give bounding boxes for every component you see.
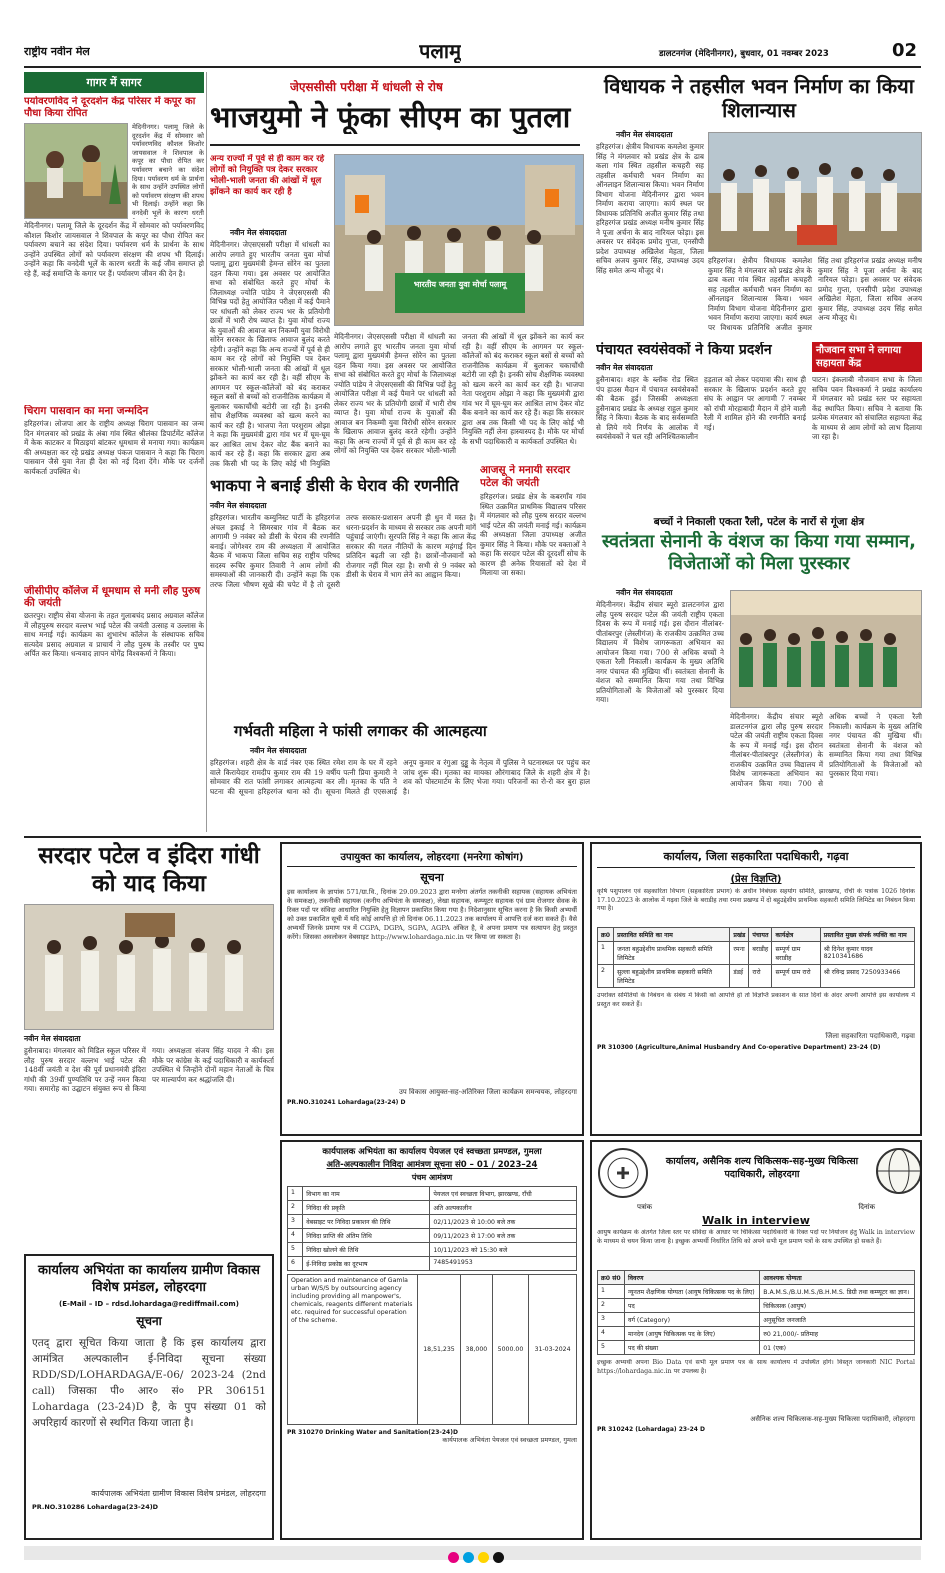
ad-title: Walk in interview: [702, 1214, 810, 1227]
table-cell: मानदेय (आयुष चिकित्सक पद के लिए): [625, 1327, 760, 1341]
story-text-continued: मेदिनीनगर। जेएसएससी परीक्षा में धांधली का आरोप लगाते हुए भारतीय जनता युवा मोर्चा पलामू द्वारा मुख्यमंत्री हेमन्त सोरेन का पुतला दहन किया गया। इस अवसर पर आयोजित सभा को संबोधित करते हुए मोर्चा के जिलाध्यक्ष ज्योति पांडेय ने जेएसएससी की विभिन्न पदों हेतु आयोजित परीक्षा में कई पैमाने पर धांधली को लेकर राज्य भर के प्रतियोगी छात्रों में भारी रोष व्याप्त है। युवा मोर्चा राज्य के युवाओं की आवाज बन निकम्मी युवा विरोधी सोरेन सरकार के खिलाफ आवाज बुलंद करते रहेगी। उन्होंने कहा कि अन्य राज्यों में पूर्व से ही काम कर रहे लोगों को नियुक्ति पत्र देकर सरकार भोली-भाली जनता की आंखों में धूल झोंकने का कार्य कर रही है। वहीं सीएम के आगमन पर स्कूल-कॉलेजों को बंद कराकर स्कूल बसों से बच्चों को राजनीतिक कार्यक्रम में बुलाकर चकाचौंधी बटोरी जा रही है। इनकी सोच शैक्षणिक व्यवस्था को खत्म करने का कार्य कर रही है। भाजपा नेता परशुराम ओझा ने कहा कि मुख्यमंत्री द्वारा गांव भर में घूम-घूम कर आश्रित लाभ देकर वोट बैंक बनाने का कार्य कर रहे हैं। कहा कि सरकार द्वारा अब तक किसी भी पद के लिए कोई भी नियुक्ति नहीं लेना हास्यास्पद है। मौके पर मोर्चा के सभी पदाधिकारी व कार्यकर्ता उपस्थित थे।: [334, 332, 584, 455]
section-name: पलामू: [419, 40, 462, 63]
table-cell: विभाग का नाम: [303, 1187, 430, 1201]
ad-pr-number: PR.NO.310286 Lohardaga(23-24)D: [32, 1503, 159, 1511]
ad-subtitle: पंचम आमंत्रण: [411, 1173, 453, 1182]
table-cell: निविदा प्राप्ति की अंतिम तिथि: [303, 1229, 430, 1243]
table-cell: 1: [598, 1285, 625, 1299]
table-row: [288, 1257, 577, 1271]
story-text-continued: हरिहरगंज। क्षेत्रीय विधायक कमलेश कुमार सिंह ने मंगलवार को प्रखंड क्षेत्र के ढाब कला गांव स्थित तहसील कचहरी सह तहसील कर्मचारी भवन निर्माण का ऑनलाइन शिलान्यास किया। भवन निर्माण विभाग योजना मेदिनीनगर द्वारा भवन निर्माण कराया जाएगा। कार्य स्थल पर विधायक प्रतिनिधि अजीत कुमार सिंह तथा हरिहरगंज प्रखंड अध्यक्ष मनीष कुमार सिंह ने पूजा अर्चना के बाद नारियल फोड़ा। इस अवसर पर संवेदक प्रमोद गुप्ता, एनसीपी प्रदेश उपाध्यक्ष अखिलेश मेहता, जिला सचिव अजय कुमार सिंह, उपाध्यक्ष उदय सिंह समेत अन्य मौजूद थे।: [708, 256, 922, 332]
story-text: हरिहरगंज। शहरी क्षेत्र के वार्ड नंबर एक स्थित रमेश राम के घर में रहने वाले किरायेदार रामदीप कुमार राम की 19 वर्षीय पत्नी प्रिया कुमारी ने सोमवार की रात फांसी लगाकर आत्महत्या कर ली। मृतका के पति ने घटना की सूचना हरिहरगंज थाना को दी। सूचना मिलते ही एएसआई अनूप कुमार व रंगुआ दुड्डू के नेतृत्व में पुलिस ने घटनास्थल पर पहुंच कर जांच शुरू की। मृतका का मायका औरंगाबाद जिले के शहरी क्षेत्र में है। शव को पोस्टमार्टम के लिए भेजा गया। परिजनों का रो-रो कर बुरा हाल है।: [210, 758, 590, 796]
ad-note: उपरोक्त समितियों के निबंधन के संबंध में किसी को आपत्ति हो तो विज्ञप्ति प्रकाशन के सात दिनों के अंदर अपनी आपत्ति इस कार्यालय में प्रस्तुत कर सकते हैं।: [597, 992, 915, 1008]
tender-amount: 18,51,235: [418, 1275, 461, 1425]
ad-office: कार्यालय, असैनिक शल्य चिकित्सक-सह-मुख्य चिकित्सा पदाधिकारी, लोहरदगा: [665, 1156, 859, 1180]
ad-pr-number: PR 310270 Drinking Water and Sanitation(23-24)D: [287, 1429, 458, 1436]
ad-office: कार्यपालक अभियंता का कार्यालय पेयजल एवं स्वच्छता प्रमण्डल, गुमला: [322, 1147, 542, 1157]
masthead: [24, 40, 924, 66]
walkin-table: [597, 1270, 915, 1355]
protest-photo: [334, 154, 584, 326]
table-cell: बराडीह: [749, 942, 772, 965]
color-dot: [478, 1552, 489, 1563]
tender-amount: 38,000: [460, 1275, 492, 1425]
story-headline: नौजवान सभा ने लगाया सहायता केंद्र: [812, 342, 922, 372]
print-color-dots: [448, 1548, 508, 1567]
story-text: मेदिनीनगर। जेएसएससी परीक्षा में धांधली का आरोप लगाते हुए भारतीय जनता युवा मोर्चा पलामू द्वारा मुख्यमंत्री हेमन्त सोरेन का पुतला दहन किया गया। इस अवसर पर आयोजित सभा को संबोधित करते हुए मोर्चा के जिलाध्यक्ष ज्योति पांडेय ने जेएसएससी की विभिन्न पदों हेतु आयोजित परीक्षा में कई पैमाने पर धांधली को लेकर राज्य भर के प्रतियोगी छात्रों में भारी रोष व्याप्त है। युवा मोर्चा राज्य के युवाओं की आवाज बन निकम्मी युवा विरोधी सोरेन सरकार के खिलाफ आवाज बुलंद करते रहेगी। उन्होंने कहा कि अन्य राज्यों में पूर्व से ही काम कर रहे लोगों को नियुक्ति पत्र देकर सरकार भोली-भाली जनता की आंखों में धूल झोंकने का कार्य कर रही है। वहीं सीएम के आगमन पर स्कूल-कॉलेजों को बंद कराकर स्कूल बसों से बच्चों को राजनीतिक कार्यक्रम में बुलाकर चकाचौंधी बटोरी जा रही है। इनकी सोच शैक्षणिक व्यवस्था को खत्म करने का कार्य कर रही है। भाजपा नेता परशुराम ओझा ने कहा कि मुख्यमंत्री द्वारा गांव भर में घूम-घूम कर आश्रित लाभ देकर वोट बैंक बनाने का कार्य कर रहे हैं। कहा कि सरकार द्वारा अब तक किसी भी पद के लिए कोई भी नियुक्ति: [210, 240, 330, 468]
table-row: [598, 1341, 915, 1355]
ad-signature: कार्यपालक अभियंता ग्रामीण विकास विशेष प्रमंडल, लोहरदगा: [91, 1489, 266, 1498]
seal-icon: [597, 1147, 649, 1199]
story-text: हरिहरगंज। लोजपा आर के राष्ट्रीय अध्यक्ष चिराग पासवान का जन्म दिन मंगलवार को प्रखंड के अंबा गांव स्थित श्रीलंका डिपार्टमेंट कॉलेज में केक काटकर व मिठाइयां बांटकर धूमधाम से मनाया गया। कार्यक्रम की अध्यक्षता कर रहे प्रखंड अध्यक्ष पंकज पासवान ने कहा कि चिराग पासवान जैसे युवा नेता ही देश को नई दिशा देंगे। मौके पर दर्जनों कार्यकर्ता उपस्थित थे।: [24, 419, 204, 476]
ad-reference: पत्रांक: [637, 1203, 653, 1211]
table-header: क्र0 सं0: [598, 1271, 625, 1285]
story-text-continued: मेदिनीनगर। केंद्रीय संचार ब्यूरो डालटनगंज द्वारा लौह पुरुष सरदार पटेल की जयंती राष्ट्रीय एकता दिवस के रूप में मनाई गई। इस दौरान नीलांबर-पीतांबरपुर (लेस्लीगंज) के राजकीय उत्क्रमित उच्च विद्यालय में विशेष जागरूकता अभियान का आयोजन किया गया। 700 से अधिक बच्चों ने एकता रैली निकाली। कार्यक्रम के मुख्य अतिथि नगर पंचायत की मुखिया थीं। स्वतंत्रता सेनानी के वंशज को सम्मानित किया गया तथा विभिन्न प्रतियोगिताओं के विजेताओं को पुरस्कार दिया गया।: [730, 712, 922, 788]
table-cell: निविदा खोलने की तिथि: [303, 1243, 430, 1257]
coop-table: [597, 927, 915, 988]
ad-date: दिनांक: [858, 1203, 875, 1211]
column-divider: [206, 72, 207, 832]
foundation-photo: [708, 132, 922, 252]
story-byline: नवीन मेल संवाददाता: [616, 588, 673, 597]
table-cell: 5: [288, 1243, 303, 1257]
story-kicker: बच्चों ने निकाली एकता रैली, पटेल के नारों से गूंजा क्षेत्र: [653, 516, 865, 528]
ad-pr-number: PR 310300 (Agriculture,Animal Husbandry And Co-operative Department) 23-24 (D): [597, 1044, 881, 1051]
story-text-side: मेदिनीनगर। पलामू जिले के दूरदर्शन केंद्र में सोमवार को पर्यावरणविद कौशल किशोर जायसवाल ने शिवपाल के कपूर का पौधा रोपित कर पर्यावरण बचाने का संदेश दिया। पर्यावरण धर्म के प्रार्थना के साथ उन्होंने उपस्थित लोगों को पर्यावरण संरक्षण की शपथ भी दिलाई। उन्होंने कहा कि वनदेवी भूलें के कारण धरती: [132, 123, 204, 217]
ad-office: कार्यालय, जिला सहकारिता पदाधिकारी, गढ़वा: [597, 849, 915, 868]
table-cell: 1: [598, 942, 614, 965]
tree-planting-photo: [24, 123, 128, 219]
ad-text: आयुष कार्यक्रम के अंतर्गत जिला स्तर पर संविदा के आधार पर चिकित्सा पदाधिकारी के रिक्त पदों पर नियोजन हेतु Walk in interview के माध्यम से चयन किया जाना है। इच्छुक अभ्यर्थी निर्धारित तिथि को अपने सभी मूल प्रमाण पत्रों के साथ उपस्थित हो सकते हैं।: [597, 1229, 915, 1245]
table-cell: 1: [288, 1187, 303, 1201]
table-header: प्रस्तावित समिति का नाम: [614, 928, 730, 942]
story-text: मेदिनीनगर। पलामू जिले के दूरदर्शन केंद्र में सोमवार को पर्यावरणविद कौशल किशोर जायसवाल ने शिवपाल के कपूर का पौधा रोपित कर पर्यावरण बचाने का संदेश दिया। पर्यावरण धर्म के प्रार्थना के साथ उन्होंने उपस्थित लोगों को पर्यावरण संरक्षण की शपथ भी दिलाई। उन्होंने कहा कि वनदेवी भूलें के कारण धरती के कई जीव समाप्त हो रहे हैं, कई समाप्ति के कगार पर हैं। पर्यावरण जीवन की देन है।: [24, 221, 204, 278]
table-row: [598, 1313, 915, 1327]
story-text: छतरपुर। राष्ट्रीय सेवा योजना के तहत गुलाबचंद प्रसाद अग्रवाल कॉलेज में लौहपुरुष सरदार वल्लभ भाई पटेल की जयंती उत्साह व उल्लास के साथ मनाई गई। कार्यक्रम का शुभारंभ कॉलेज के संस्थापक सचिव सत्यदेव प्रसाद अग्रवाल व प्राचार्य ने लौह पुरुष के तस्वीर पर पुष्प अर्पित कर किया। धन्यवाद ज्ञापन योगेंद्र विश्वकर्मा ने किया।: [24, 611, 204, 658]
color-dot: [463, 1552, 474, 1563]
ad-pr-number: PR.NO.310241 Lohardaga(23-24) D: [287, 1099, 406, 1106]
table-cell: 7485491953: [430, 1257, 577, 1271]
table-cell: ई-निविदा प्रकोष्ठ का दूरभाष: [303, 1257, 430, 1271]
table-cell: अति अल्पकालीन: [430, 1201, 577, 1215]
tender-schedule-table: [287, 1186, 577, 1271]
youth-story: [812, 342, 922, 512]
table-header: प्रस्तावित मुख्य संपर्क व्यक्ति का नाम: [820, 928, 914, 942]
ad-email: (E-Mail – ID – rdsd.lohardaga@rediffmail.com): [59, 1300, 239, 1308]
story-text: हुसैनाबाद। शहर के ब्लॉक रोड स्थित पंप हाउस मैदान में पंचायत स्वयंसेवकों की बैठक हुई। जिसकी अध्यक्षता हुसैनाबाद प्रखंड के अध्यक्ष राहुल कुमार सिंह ने किया। बैठक के बाद सर्वसम्मति से लिये गये निर्णय के आलोक में स्वयंसेवकों ने चल रही अनिश्चितकालीन हड़ताल को लेकर पदयात्रा की। साथ ही सरकार के खिलाफ प्रदर्शन करते हुए संघ के आह्वान पर आगामी 7 नवम्बर को रांची मोरहाबादी मैदान में होने वाली रैली में शामिल होने की रणनीति बनाई गई।: [596, 375, 806, 441]
table-cell: 01 (एक): [760, 1341, 915, 1355]
ad-signature: कार्यपालक अभियंता पेयजल एवं स्वच्छता प्रमण्डल, गुमला: [442, 1436, 577, 1444]
table-row: [598, 1327, 915, 1341]
story-headline: चिराग पासवान का मना जन्मदिन: [24, 405, 149, 417]
story-text: हरिहरगंज। प्रखंड क्षेत्र के कबरगाँव गांव स्थित उत्क्रमित प्राथमिक विद्यालय परिसर में मंगलवार को लौह पुरुष सरदार वल्लभ भाई पटेल की जयंती मनाई गई। कार्यक्रम की अध्यक्षता जिला उपाध्यक्ष अजीत कुमार सिंह ने किया। मौके पर वक्ताओं ने कहा कि सरदार पटेल की दूरदर्शी सोच के कारण ही अनेक रियासतों को देश में मिलाया जा सका।: [480, 492, 586, 577]
table-cell: 3: [288, 1215, 303, 1229]
ad-signature: उप विकास आयुक्त-सह-अतिरिक्त जिला कार्यक्रम समन्वयक, लोहरदगा: [398, 1088, 577, 1096]
story-headline: जीसीपीए कॉलेज में धूमधाम से मनी लौह पुरुष की जयंती: [24, 585, 201, 609]
table-cell: सुल्ला बहुउद्देशीय प्राथमिक सहकारी समिति लिमिटेड: [614, 965, 730, 988]
table-header: कार्यक्षेत्र: [772, 928, 820, 942]
table-cell: 2: [598, 1299, 625, 1313]
story-headline: स्वतंत्रता सेनानी के वंशज का किया गया सम्मान, विजेताओं को मिला पुरस्कार: [601, 531, 916, 575]
table-header: प्रखंड: [730, 928, 749, 942]
table-cell: रमना: [730, 942, 749, 965]
table-cell: पद की संख्या: [625, 1341, 760, 1355]
dateline: डालटनगंज (मेदिनीनगर), बुधवार, 01 नवम्बर 2023: [659, 49, 829, 59]
photo-icon: [25, 905, 274, 1030]
ad-rural-dev-notice: [24, 1254, 274, 1540]
table-cell: सम्पूर्ण ग्राम रारो: [772, 965, 820, 988]
ajsu-story: [480, 464, 586, 720]
story-kicker: जेएससीसी परीक्षा में धांधली से रोष: [290, 80, 443, 94]
table-header: क्र0: [598, 928, 614, 942]
table-cell: वेबसाइट पर निविदा प्रकाशन की तिथि: [303, 1215, 430, 1229]
ad-cooperative-notice: [590, 842, 922, 1136]
table-cell: पेयजल एवं स्वच्छता विभाग, झारखण्ड, राँची: [430, 1187, 577, 1201]
table-cell: पद: [625, 1299, 760, 1313]
table-cell: सम्पूर्ण ग्राम बराडीह: [772, 942, 820, 965]
page-number: 02: [892, 41, 918, 61]
tender-amount: 31-03-2024: [529, 1275, 577, 1425]
story-byline: नवीन मेल संवाददाता: [230, 228, 287, 237]
story-headline: भाकपा ने बनाई डीसी के घेराव की रणनीति: [210, 476, 459, 495]
column-1: [24, 72, 204, 832]
patel-indira-story: [24, 842, 274, 1250]
story-byline: नवीन मेल संवाददाता: [210, 501, 267, 510]
story-text: हरिहरगंज। क्षेत्रीय विधायक कमलेश कुमार सिंह ने मंगलवार को प्रखंड क्षेत्र के ढाब कला गांव स्थित तहसील कचहरी सह तहसील कर्मचारी भवन निर्माण का ऑनलाइन शिलान्यास किया। भवन निर्माण विभाग योजना मेदिनीनगर द्वारा भवन निर्माण कराया जाएगा। कार्य स्थल पर विधायक प्रतिनिधि अजीत कुमार सिंह तथा हरिहरगंज प्रखंड अध्यक्ष मनीष कुमार सिंह ने पूजा अर्चना के बाद नारियल फोड़ा। इस अवसर पर संवेदक प्रमोद गुप्ता, एनसीपी प्रदेश उपाध्यक्ष अखिलेश मेहता, जिला सचिव अजय कुमार सिंह, उपाध्यक्ष उदय सिंह समेत अन्य मौजूद थे।: [596, 142, 704, 275]
ad-title: सूचना: [136, 1314, 162, 1328]
ad-walk-in-interview: [590, 1140, 922, 1540]
tender-work-desc: Operation and maintenance of Gamla urban W/S/S by outsourcing agency including providing all manpower's, chemicals, reagents different materials etc. required for successful operation of the scheme.: [288, 1275, 418, 1425]
story-headline: गर्भवती महिला ने फांसी लगाकर की आत्महत्या: [234, 722, 487, 740]
table-cell: 4: [288, 1229, 303, 1243]
table-cell: श्री दिनेश कुमार यादव 8210341686: [820, 942, 914, 965]
table-cell: चिकित्सक (आयुष): [760, 1299, 915, 1313]
ad-title: अति-अल्पकालीन निविदा आमंत्रण सूचना सं0 – 01 / 2023–24: [326, 1160, 538, 1170]
story-text: हुसैनाबाद। मंगलवार को मिडिल स्कूल परिसर में लौह पुरुष सरदार वल्लभ भाई पटेल की 148वीं जयंती व देश की पूर्व प्रधानमंत्री इंदिरा गांधी की 39वीं पुण्यतिथि पर उन्हें नमन किया गया। समारोह का उद्घाटन संयुक्त रूप से किया गया। अध्यक्षता संजय सिंह यादव ने की। इस मौके पर कांग्रेस के कई पदाधिकारी व कार्यकर्ता उपस्थित थे जिन्होंने दोनों महान नेताओं के चित्र पर माल्यार्पण कर श्रद्धांजलि दी।: [24, 1046, 274, 1093]
headline-rule: [210, 144, 580, 146]
table-row: [288, 1229, 577, 1243]
section-rule: [24, 836, 921, 838]
story-byline: नवीन मेल संवाददाता: [596, 363, 653, 372]
ad-text: एतद् द्वारा सूचित किया जाता है कि इस कार्यालय द्वारा आमंत्रित अल्पकालीन ई-निविदा सूचना संख्या RDD/SD/LOHARDAGA/E-06/ 2023-24 (2nd call) जिसका पी० आर० सं० PR 306151 Lohardaga (23-24)D है, के पुप संख्या 01 को अपरिहार्य कारणों से स्थगित किया जाता है।: [32, 1337, 266, 1429]
story-headline: पंचायत स्वयंसेवकों ने किया प्रदर्शन: [596, 342, 772, 358]
story-headline: विधायक ने तहसील भवन निर्माण का किया शिलान्यास: [604, 74, 914, 122]
students-photo: [730, 590, 922, 708]
tender-work-table: [287, 1274, 577, 1425]
banner-caption: भारतीय जनता युवा मोर्चा पलामू: [413, 280, 507, 289]
photo-icon: [731, 591, 922, 708]
table-cell: अनुसूचित जनजाति: [760, 1313, 915, 1327]
story-text: हरिहरगंज। भारतीय कम्युनिस्ट पार्टी के हरिहरगंज अंचल इकाई ने सिमरबार गांव में बैठक कर आगामी 9 नवंबर को डीसी के घेराव की रणनीति बनाई। जोगेश्वर राम की अध्यक्षता में आयोजित बैठक में भाकपा जिला सचिव सह राष्ट्रीय परिषद सदस्य रूचिर कुमार तिवारी ने आम लोगों की समस्याओं की जानकारी दी। उन्होंने कहा कि एक तरफ जिला भीषण सूखे की चपेट में है तो दूसरी तरफ सरकार-प्रशासन अपनी ही धुन में मस्त है। धरना-प्रदर्शन के माध्यम से सरकार तक अपनी मांगें पहुंचाई जाएंगी। सुरपति सिंह ने कहा कि आज केंद्र सरकार की गलत नीतियों के कारण महंगाई दिन प्रतिदिन बढ़ती जा रही है। छात्रों-नौजवानों को रोजगार नहीं मिल रहा है। सभी से 9 नवंबर को डीसी के घेराव में भाग लेने का आह्वान किया।: [210, 513, 476, 589]
table-cell: 3: [598, 1313, 625, 1327]
table-row: [288, 1201, 577, 1215]
ad-office: उपायुक्त का कार्यालय, लोहरदगा (मनरेगा कोषांग): [287, 849, 577, 867]
story-headline: भाजयुमो ने फूंका सीएम का पुतला: [210, 100, 571, 134]
table-cell: डंडई: [730, 965, 749, 988]
tribute-photo: [24, 904, 274, 1030]
table-cell: निविदा की प्रकृति: [303, 1201, 430, 1215]
bhakpa-story: [210, 476, 476, 720]
main-story: [210, 74, 590, 474]
table-cell: 2: [598, 965, 614, 988]
table-header: पंचायत: [749, 928, 772, 942]
ad-mgnrega-notice: [280, 842, 584, 1136]
story-deck: अन्य राज्यों में पूर्व से ही काम कर रहे लोगों को नियुक्ति पत्र देकर सरकार भोली-भाली जनता की आंखों में धूल झोंकने का कार्य कर रही है: [210, 154, 325, 197]
masthead-rule: [24, 66, 921, 68]
ad-pr-number: PR 310242 (Lohardaga) 23-24 D: [597, 1426, 705, 1433]
story-text: पाटन। इंकलाबी नौजवान सभा के जिला सचिव पवन विश्वकर्मा ने प्रखंड कार्यालय में मंगलवार को प्रखंड स्तर पर सहायता केंद्र स्थापित किया। सचिव ने बताया कि प्रत्येक मंगलवार को संचालित सहायता केंद्र के माध्यम से आम लोगों को लाभ दिलाया जा रहा है।: [812, 375, 922, 441]
globe-icon: [875, 1147, 922, 1195]
ad-office: कार्यालय अभियंता का कार्यालय ग्रामीण विकास विशेष प्रमंडल, लोहरदगा: [38, 1263, 260, 1295]
story-headline: आजसू ने मनायी सरदार पटेल की जयंती: [480, 464, 571, 489]
story-text: मेदिनीनगर। केंद्रीय संचार ब्यूरो डालटनगंज द्वारा लौह पुरुष सरदार पटेल की जयंती राष्ट्रीय एकता दिवस के रूप में मनाई गई। इस दौरान नीलांबर-पीतांबरपुर (लेस्लीगंज) के राजकीय उत्क्रमित उच्च विद्यालय में विशेष जागरूकता अभियान का आयोजन किया गया। 700 से अधिक बच्चों ने एकता रैली निकाली। कार्यक्रम के मुख्य अतिथि नगर पंचायत की मुखिया थीं। स्वतंत्रता सेनानी के वंशज को सम्मानित किया गया तथा विभिन्न प्रतियोगिताओं के विजेताओं को पुरस्कार दिया गया।: [596, 600, 724, 704]
table-cell: 09/11/2023 से 17:00 बजे तक: [430, 1229, 577, 1243]
table-cell: श्री रविन्द्र प्रसाद 7250933466: [820, 965, 914, 988]
table-row: [598, 942, 915, 965]
ad-tender-notice: [280, 1140, 584, 1540]
story-byline: नवीन मेल संवाददाता: [24, 1034, 81, 1043]
table-cell: 5: [598, 1341, 625, 1355]
suicide-story: [210, 722, 590, 834]
table-cell: रारो: [749, 965, 772, 988]
table-cell: न्यूनतम शैक्षणिक योग्यता (आयुष चिकित्सक पद के लिए): [625, 1285, 760, 1299]
ad-title: (प्रेस विज्ञप्ति): [730, 874, 782, 885]
table-cell: रु0 21,000/- प्रतिमाह: [760, 1327, 915, 1341]
ad-signature: जिला सहकारिता पदाधिकारी, गढ़वा: [825, 1032, 915, 1040]
table-row: [288, 1215, 577, 1229]
ad-note: इच्छुक अभ्यर्थी अपना Bio Data एवं सभी मूल प्रमाण पत्र के साथ कार्यालय में उपस्थित होंगे। विस्तृत जानकारी NIC Portal https://lohardaga.nic.in पर उपलब्ध है।: [597, 1359, 915, 1375]
story-byline: नवीन मेल संवाददाता: [250, 746, 307, 755]
ad-signature: असैनिक शल्य चिकित्सक-सह-मुख्य चिकित्सा पदाधिकारी, लोहरदगा: [750, 1415, 915, 1423]
table-cell: 6: [288, 1257, 303, 1271]
table-cell: 2: [288, 1201, 303, 1215]
brand-name: राष्ट्रीय नवीन मेल: [24, 46, 90, 58]
photo-icon: [709, 133, 922, 252]
story-headline: सरदार पटेल व इंदिरा गांधी को याद किया: [38, 843, 260, 897]
tender-amount: 5000.00: [492, 1275, 528, 1425]
table-cell: 4: [598, 1327, 625, 1341]
ad-text: कृषि पशुपालन एवं सहकारिता विभाग (सहकारिता प्रभाग) के अधीन निबंधक सहयोग समिति, झारखण्ड, राँची के पत्रांक 1026 दिनांक 17.10.2023 के आलोक में गढ़वा जिले के बराडीह तथा रमना प्रखण्ड में दो बहुउद्देशीय प्राथमिक सहकारी समिति लिमिटेड का निबंधन किया गया है।: [597, 888, 915, 912]
ad-title: सूचना: [420, 871, 444, 884]
mla-story: [596, 74, 922, 338]
table-cell: B.A.M.S./B.U.M.S./B.H.M.S. डिग्री तथा कम्प्यूटर का ज्ञान।: [760, 1285, 915, 1299]
ad-text: इस कार्यालय के ज्ञापांक 571/ग्रा.वि., दिनांक 29.09.2023 द्वारा मनरेगा अंतर्गत तकनीकी सहायक (सहायक अभियंता के समकक्ष), तकनीकी सहायक (कनीय अभियंता के समकक्ष), लेखा सहायक, कम्प्यूटर सहायक एवं ग्राम रोजगार सेवक के रिक्त पदों पर संविदा आधारित नियुक्ति हेतु विज्ञापन प्रकाशित किया गया है। निदेशानुसार सूचित करना है कि किसी अभ्यर्थी को उक्त प्रकाशित सूची में यदि कोई आपत्ति हो तो दिनांक 06.11.2023 तक कार्यालय में आपत्ति दर्ज करा सकते हैं। वैसे अभ्यर्थी जिनके प्रमाण पत्र में CGPA, DGPA, SGPA, AGPA अंकित है, वे अपना प्रमाण पत्र सत्यापन हेतु प्रस्तुत करेंगे। जिसका अवलोकन वेबसाइट http://www.lohardaga.nic.in पर किया जा सकता है।: [287, 888, 577, 941]
table-cell: 02/11/2023 से 10:00 बजे तक: [430, 1215, 577, 1229]
table-cell: 10/11/2023 को 15:30 बजे: [430, 1243, 577, 1257]
table-row: [598, 1299, 915, 1313]
volunteers-story: [596, 342, 806, 512]
color-dot: [448, 1552, 459, 1563]
unity-story: [596, 516, 922, 834]
photo-icon: [25, 124, 128, 219]
table-cell: जनता बहुउद्देशीय प्राथमिक सहकारी समिति लिमिटेड: [614, 942, 730, 965]
table-row: [288, 1187, 577, 1201]
section-strip: गागर में सागर: [24, 72, 204, 93]
table-row: [288, 1243, 577, 1257]
table-row: [598, 965, 915, 988]
table-header: विवरण: [625, 1271, 760, 1285]
color-dot: [493, 1552, 504, 1563]
story-byline: नवीन मेल संवाददाता: [616, 130, 673, 139]
table-header: आवश्यक योग्यता: [760, 1271, 915, 1285]
photo-icon: [335, 155, 584, 326]
table-row: [598, 1285, 915, 1299]
story-headline: पर्यावरणविद ने दूरदर्शन केंद्र परिसर में कपूर का पौधा किया रोपित: [24, 96, 196, 119]
table-cell: वर्ग (Category): [625, 1313, 760, 1327]
